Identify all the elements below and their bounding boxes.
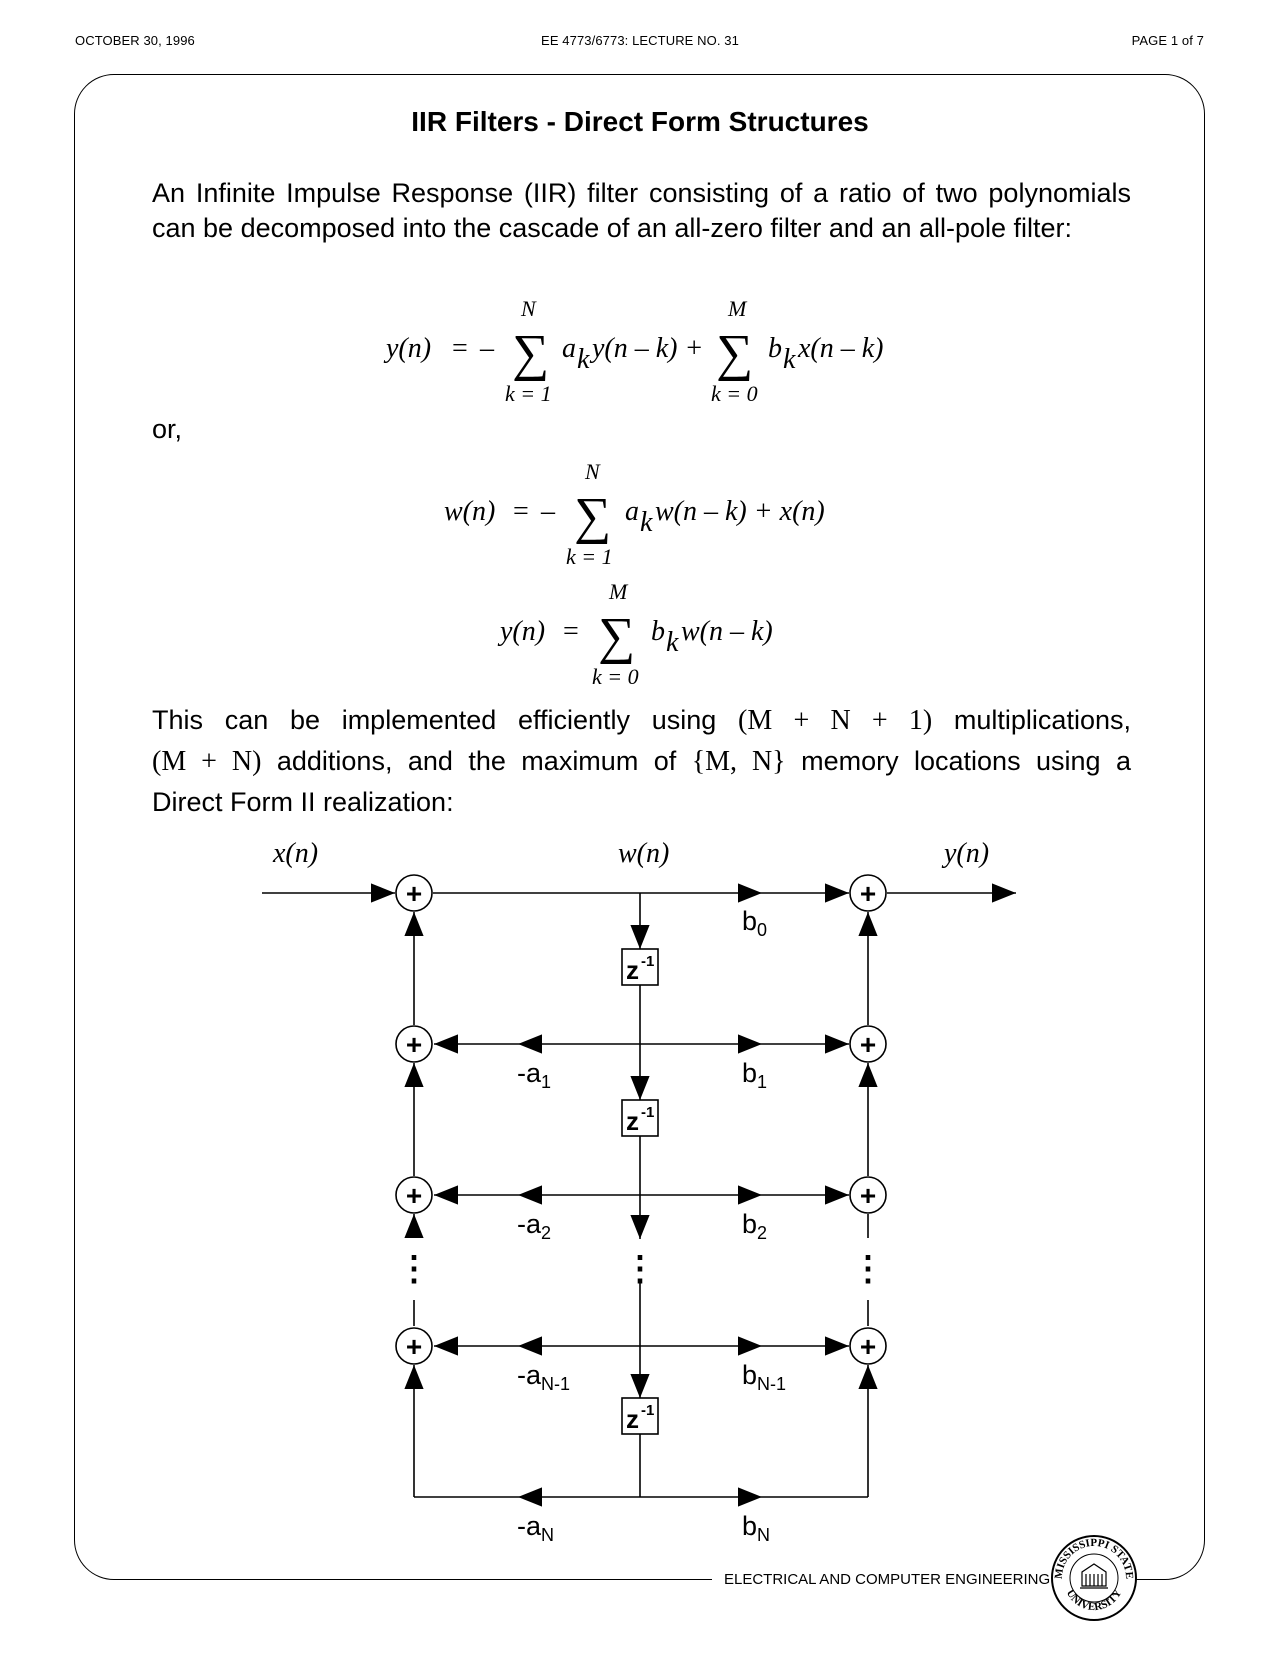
delay-n-exp: -1 xyxy=(641,1402,655,1419)
efficiency-text-2: multiplications, xyxy=(953,705,1131,735)
or-text: or, xyxy=(152,414,183,444)
eq2-term: a xyxy=(625,496,639,527)
adder-right-n1-plus: + xyxy=(859,1331,877,1362)
adder-left-0-plus: + xyxy=(405,878,423,909)
memory-count: {M, N} xyxy=(691,746,786,777)
eq2-term-sub: k xyxy=(640,507,653,538)
delay-1-z: z xyxy=(626,955,639,985)
gain-b2: $b_2$ xyxy=(742,1209,768,1243)
page-title: IIR Filters - Direct Form Structures xyxy=(411,106,869,137)
input-label: x(n) xyxy=(273,838,319,869)
addition-count: (M + N) xyxy=(152,746,262,777)
equation-1 xyxy=(383,296,884,406)
svg-text:UNIVERSITY: UNIVERSITY xyxy=(1063,1587,1125,1614)
eq1-term1-arg: y(n – k) + xyxy=(592,333,704,364)
equation-2 xyxy=(444,459,825,569)
delay-2-z: z xyxy=(626,1106,639,1136)
direct-form-ii-diagram xyxy=(262,838,1016,1545)
efficiency-text-5: Direct Form II realization: xyxy=(152,787,454,817)
eq2-sum-upper: N xyxy=(585,459,600,484)
eq1-minus: – xyxy=(480,333,494,364)
adder-left-2-plus: + xyxy=(405,1180,423,1211)
eq3-term-sub: k xyxy=(666,627,679,658)
eq2-term-arg: w(n – k) + x(n) xyxy=(655,496,825,527)
svg-text:MISSISSIPPI STATE: MISSISSIPPI STATE xyxy=(1052,1536,1136,1580)
header-course: EE 4773/6773: LECTURE NO. 31 xyxy=(541,33,739,48)
eq3-lhs: y(n) xyxy=(500,616,546,647)
delay-n-z: z xyxy=(626,1404,639,1434)
header-page-number: PAGE 1 of 7 xyxy=(1131,33,1204,48)
adder-left-n1-plus: + xyxy=(405,1331,423,1362)
eq2-lhs: w(n) xyxy=(444,496,496,527)
eq1-term2: b xyxy=(768,333,782,364)
adder-right-1-plus: + xyxy=(859,1029,877,1060)
footer-department: ELECTRICAL AND COMPUTER ENGINEERING xyxy=(712,1567,1058,1593)
eq1-term1-sub: k xyxy=(577,344,590,375)
delay-1-exp: -1 xyxy=(641,953,655,970)
adder-right-0-plus: + xyxy=(859,878,877,909)
ellipsis-left: ⋮ xyxy=(397,1250,431,1288)
eq3-term-arg: w(n – k) xyxy=(681,616,773,647)
eq1-sum1-upper: N xyxy=(521,296,536,321)
eq2-equals: = xyxy=(513,496,529,527)
efficiency-text-4: memory locations using a xyxy=(801,746,1131,776)
eq3-equals: = xyxy=(563,616,579,647)
gain-an1: $-a_{N-1}$ xyxy=(517,1360,571,1394)
eq3-sum-upper: M xyxy=(609,579,628,604)
eq2-sigma: ∑ xyxy=(574,488,612,545)
ellipsis-right: ⋮ xyxy=(851,1250,885,1288)
efficiency-text-3: additions, and the maximum of xyxy=(276,746,677,776)
eq1-sum2-upper: M xyxy=(728,296,747,321)
gain-a2: $-a_2$ xyxy=(517,1209,552,1243)
gain-bn1: $b_{N-1}$ xyxy=(742,1360,787,1394)
gain-b1: $b_1$ xyxy=(742,1058,768,1092)
gain-bn: $b_N$ xyxy=(742,1511,771,1545)
multiplication-count: (M + N + 1) xyxy=(738,705,933,736)
gain-b0: $b_0$ xyxy=(742,906,768,940)
university-seal-logo xyxy=(1050,1534,1138,1622)
gain-a1: $-a_1$ xyxy=(517,1058,552,1092)
eq1-term2-sub: k xyxy=(783,344,796,375)
eq3-sum-lower: k = 0 xyxy=(592,664,639,689)
header-date: OCTOBER 30, 1996 xyxy=(75,33,195,48)
delay-2-exp: -1 xyxy=(641,1104,655,1121)
eq2-sum-lower: k = 1 xyxy=(566,544,613,569)
ellipsis-center: ⋮ xyxy=(623,1250,657,1288)
output-label: y(n) xyxy=(944,838,990,869)
equation-3 xyxy=(497,579,773,689)
eq1-sum2-sigma: ∑ xyxy=(716,325,754,382)
eq3-term: b xyxy=(651,616,665,647)
eq1-sum1-lower: k = 1 xyxy=(505,381,552,406)
adder-right-2-plus: + xyxy=(859,1180,877,1211)
eq1-equals: = xyxy=(452,333,468,364)
eq1-term2-arg: x(n – k) xyxy=(798,333,884,364)
eq1-sum1-sigma: ∑ xyxy=(512,325,550,382)
eq1-term1: a xyxy=(562,333,576,364)
eq1-sum2-lower: k = 0 xyxy=(711,381,758,406)
eq1-lhs: y(n) xyxy=(386,333,432,364)
efficiency-text-1: This can be implemented efficiently using xyxy=(152,705,717,735)
intro-paragraph: An Infinite Impulse Response (IIR) filter consisting of a ratio of two polynomials can be decomposed into the cascade of an all-zero filter and an all-pole filter: xyxy=(152,178,1131,243)
adder-left-1-plus: + xyxy=(405,1029,423,1060)
middle-label: w(n) xyxy=(618,838,670,869)
eq2-minus: – xyxy=(541,496,555,527)
eq3-sigma: ∑ xyxy=(598,608,636,665)
gain-an: $-a_N$ xyxy=(517,1511,555,1545)
